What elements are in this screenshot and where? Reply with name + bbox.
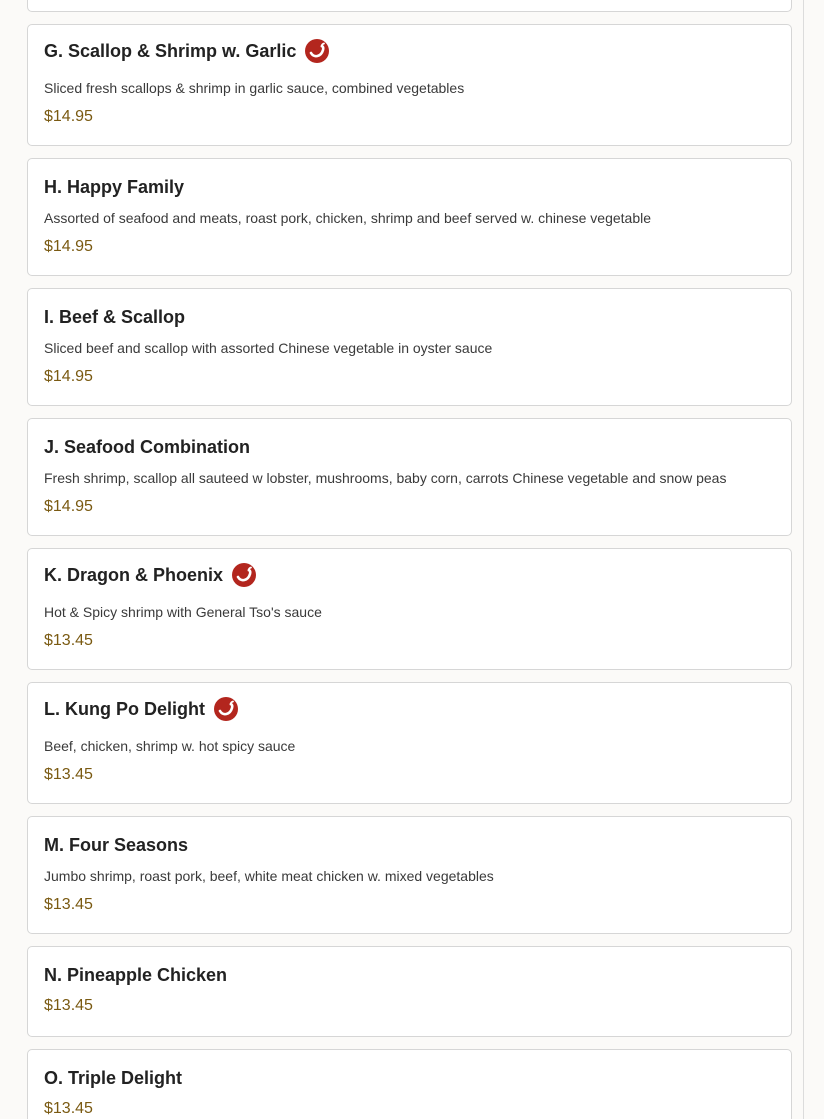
menu-item-title: L. Kung Po Delight xyxy=(44,698,205,719)
menu-item-description: Hot & Spicy shrimp with General Tso's sauce xyxy=(44,604,322,620)
menu-item-description: Sliced beef and scallop with assorted Chinese vegetable in oyster sauce xyxy=(44,340,493,356)
menu-item-description: Jumbo shrimp, roast pork, beef, white meat chicken w. mixed vegetables xyxy=(44,868,494,884)
menu-item-description: Beef, chicken, shrimp w. hot spicy sauce xyxy=(44,738,296,754)
menu-item-title: G. Scallop & Shrimp w. Garlic xyxy=(44,40,297,61)
menu-item-card[interactable] xyxy=(27,158,792,276)
menu-item-card-previous[interactable] xyxy=(27,0,792,12)
menu-item-title-row xyxy=(44,697,239,721)
menu-item-card[interactable] xyxy=(27,418,792,536)
menu-item-description: Assorted of seafood and meats, roast pork, chicken, shrimp and beef served w. chinese vegetable xyxy=(44,210,652,226)
menu-item-title: I. Beef & Scallop xyxy=(44,306,186,327)
menu-item-price: $14.95 xyxy=(44,498,93,515)
chili-pepper-icon xyxy=(213,696,239,722)
menu-item-price: $14.95 xyxy=(44,238,93,255)
menu-item-card[interactable] xyxy=(27,1049,792,1119)
menu-item-price: $14.95 xyxy=(44,368,93,385)
chili-pepper-icon xyxy=(231,562,257,588)
menu-item-list xyxy=(27,0,792,1119)
menu-item-price: $13.45 xyxy=(44,896,93,913)
menu-item-title: N. Pineapple Chicken xyxy=(44,964,228,985)
menu-item-price: $14.95 xyxy=(44,108,93,125)
menu-item-title-row xyxy=(44,305,185,329)
menu-item-price: $13.45 xyxy=(44,766,93,783)
content-edge-divider xyxy=(803,0,804,1119)
menu-item-title: H. Happy Family xyxy=(44,176,185,197)
menu-item-title-row xyxy=(44,963,227,987)
menu-item-card[interactable] xyxy=(27,682,792,804)
menu-item-title: K. Dragon & Phoenix xyxy=(44,564,224,585)
menu-item-title-row xyxy=(44,39,330,63)
menu-item-price: $13.45 xyxy=(44,1100,93,1117)
menu-item-title: J. Seafood Combination xyxy=(44,436,251,457)
chili-pepper-icon xyxy=(304,38,330,64)
menu-item-title-row xyxy=(44,1066,182,1090)
menu-item-card[interactable] xyxy=(27,548,792,670)
menu-item-card[interactable] xyxy=(27,816,792,934)
menu-item-description: Sliced fresh scallops & shrimp in garlic sauce, combined vegetables xyxy=(44,80,465,96)
menu-item-title: M. Four Seasons xyxy=(44,834,189,855)
menu-item-description: Fresh shrimp, scallop all sauteed w lobster, mushrooms, baby corn, carrots Chinese vegetable and snow peas xyxy=(44,470,727,486)
menu-item-card[interactable] xyxy=(27,288,792,406)
menu-item-title-row xyxy=(44,563,257,587)
menu-item-price: $13.45 xyxy=(44,632,93,649)
menu-item-price: $13.45 xyxy=(44,997,93,1014)
menu-item-title-row xyxy=(44,435,250,459)
menu-item-title-row xyxy=(44,833,188,857)
menu-item-card[interactable] xyxy=(27,24,792,146)
menu-item-title: O. Triple Delight xyxy=(44,1067,183,1088)
menu-item-card[interactable] xyxy=(27,946,792,1037)
menu-item-title-row xyxy=(44,175,184,199)
